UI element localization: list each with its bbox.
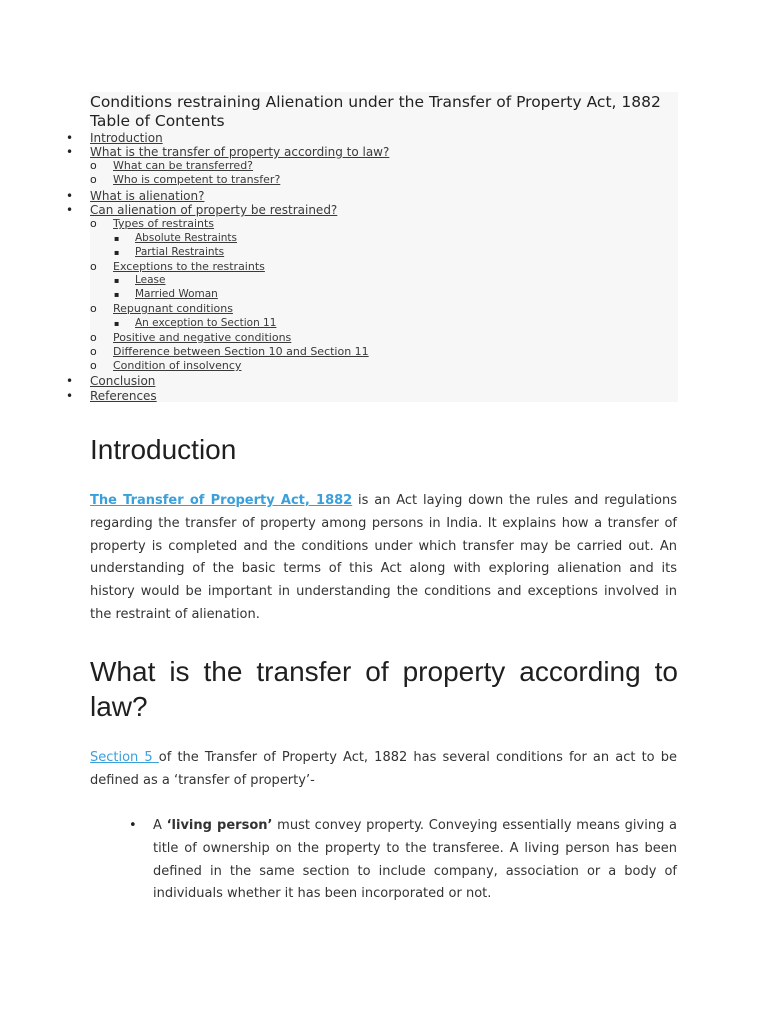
document-title: Conditions restraining Alienation under the Transfer of Property Act, 1882 <box>90 93 661 111</box>
toc-link-condition-of-insolvency[interactable]: Condition of insolvency <box>113 359 242 372</box>
toc-link-an-exception-to-section-11[interactable]: An exception to Section 11 <box>135 317 277 329</box>
toc-link-married-woman[interactable]: Married Woman <box>135 288 218 300</box>
toc-bullet-icon: o <box>90 159 97 172</box>
toc-link-what-is-the-transfer-of-property-according-to-law[interactable]: What is the transfer of property according to law? <box>90 145 390 159</box>
toc-bullet-icon: • <box>66 389 74 403</box>
transfer-paragraph <box>90 747 677 793</box>
toc-bullet-icon: o <box>90 331 97 344</box>
toc-link-can-alienation-of-property-be-restrained[interactable]: Can alienation of property be restrained? <box>90 203 338 217</box>
toc-bullet-icon: • <box>66 203 74 217</box>
toc-bullet-icon: o <box>90 217 97 230</box>
list-bullet: • <box>129 818 137 833</box>
living-person-list-item <box>153 815 677 906</box>
intro-paragraph-text: is an Act laying down the rules and regulations regarding the transfer of property among persons in India. It explains how a transfer of property is completed and the conditions under which transfer may be carried out. An understanding of the basic terms of this Act along with exploring alienation and its history would be important in understanding the conditions and exceptions involved in the restraint of alienation. <box>90 493 678 622</box>
toc-bullet-icon: ▪ <box>114 276 120 285</box>
toc-heading: Table of Contents <box>90 112 225 130</box>
toc-link-partial-restraints[interactable]: Partial Restraints <box>135 246 225 258</box>
toc-bullet-icon: • <box>66 374 74 388</box>
intro-paragraph <box>90 490 677 627</box>
living-person-term: ‘living person’ <box>166 818 273 833</box>
toc-link-exceptions-to-the-restraints[interactable]: Exceptions to the restraints <box>113 260 265 273</box>
toc-link-conclusion[interactable]: Conclusion <box>90 374 156 388</box>
toc-bullet-icon: o <box>90 173 97 186</box>
toc-bullet-icon: o <box>90 302 97 315</box>
toc-link-difference-between-section-10-and-section-11[interactable]: Difference between Section 10 and Section 11 <box>113 345 369 358</box>
toc-link-absolute-restraints[interactable]: Absolute Restraints <box>135 232 238 244</box>
toc-bullet-icon: • <box>66 131 74 145</box>
toc-link-what-is-alienation[interactable]: What is alienation? <box>90 189 205 203</box>
toc-link-positive-and-negative-conditions[interactable]: Positive and negative conditions <box>113 331 292 344</box>
toc-bullet-icon: • <box>66 189 74 203</box>
toc-link-lease[interactable]: Lease <box>135 274 166 286</box>
toc-bullet-icon: ▪ <box>114 234 120 243</box>
toc-link-who-is-competent-to-transfer[interactable]: Who is competent to transfer? <box>113 173 281 186</box>
toc-bullet-icon: • <box>66 145 74 159</box>
toc-bullet-icon: ▪ <box>114 319 120 328</box>
toc-link-introduction[interactable]: Introduction <box>90 131 163 145</box>
living-person-prefix: A <box>153 818 167 833</box>
toc-bullet-icon: o <box>90 359 97 372</box>
toc-bullet-icon: o <box>90 345 97 358</box>
toc-bullet-icon: o <box>90 260 97 273</box>
living-person-text: must convey property. Conveying essentially means giving a title of ownership on the property to the transferee. A living person has been defined in the same section to include company, association or a body of individuals whether it has been incorporated or not. <box>153 818 678 902</box>
toc-bullet-icon: ▪ <box>114 290 120 299</box>
toc-link-types-of-restraints[interactable]: Types of restraints <box>113 217 215 230</box>
section-heading-introduction: Introduction <box>90 434 237 465</box>
toc-link-repugnant-conditions[interactable]: Repugnant conditions <box>113 302 233 315</box>
toc-bullet-icon: ▪ <box>114 248 120 257</box>
transfer-paragraph-text: of the Transfer of Property Act, 1882 has several conditions for an act to be defined as a ‘transfer of property’- <box>90 750 677 788</box>
toc-link-what-can-be-transferred[interactable]: What can be transferred? <box>113 159 254 172</box>
transfer-of-property-act-link[interactable]: The Transfer of Property Act, 1882 <box>90 493 353 508</box>
toc-link-references[interactable]: References <box>90 389 157 403</box>
section-5-link[interactable]: Section 5 <box>90 750 159 765</box>
section-heading-transfer: What is the transfer of property according to law? <box>90 656 678 722</box>
